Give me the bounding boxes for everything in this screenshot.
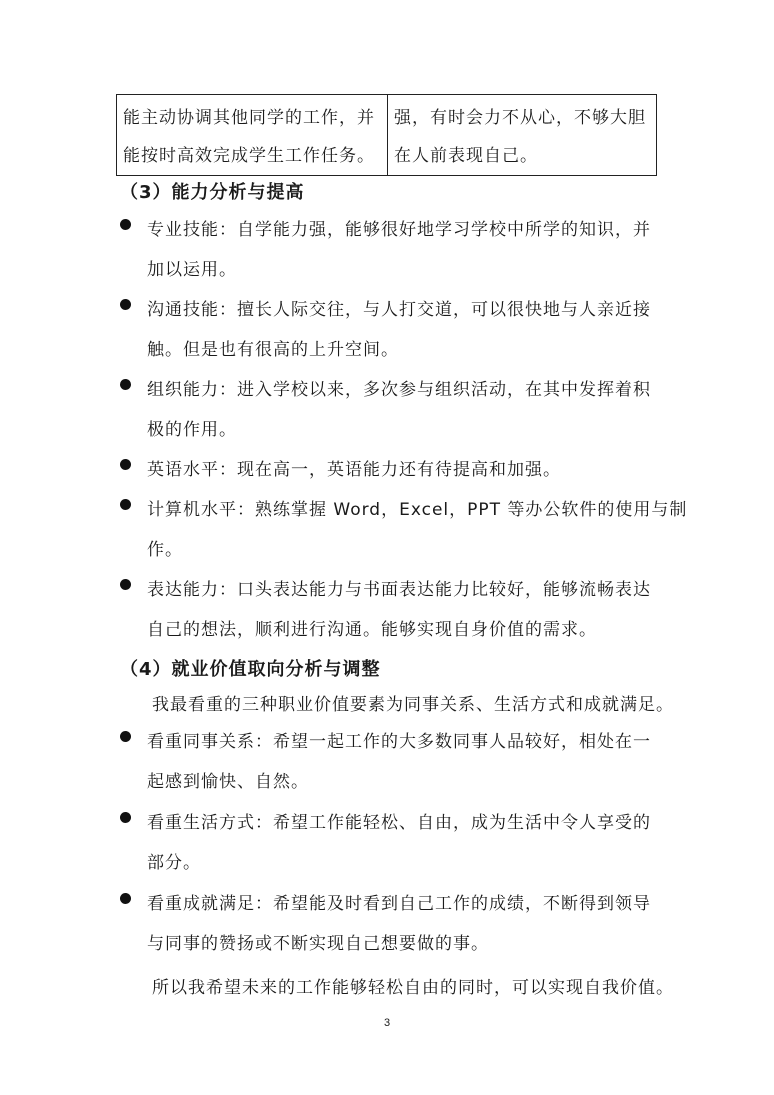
intro-paragraph: 我最看重的三种职业价值要素为同事关系、生活方式和成就满足。 [152,695,674,715]
list-item-text: 表达能力：口头表达能力与书面表达能力比较好，能够流畅表达 [147,580,651,600]
table-cell-strengths [117,95,388,176]
list-item-text: 起感到愉快、自然。 [147,772,309,792]
list-item-text: 看重生活方式：希望工作能轻松、自由，成为生活中令人享受的 [147,813,651,833]
table-cell-weaknesses [388,95,657,176]
continued-table [116,94,657,176]
list-item-text: 看重成就满足：希望能及时看到自己工作的成绩，不断得到领导 [147,894,651,914]
bullet-icon [120,299,131,310]
list-item-text: 计算机水平：熟练掌握 Word，Excel，PPT 等办公软件的使用与制 [147,500,688,520]
bullet-icon [120,499,131,510]
section-heading-ability: （3）能力分析与提高 [120,182,305,203]
bullet-icon [120,579,131,590]
list-item-text: 看重同事关系：希望一起工作的大多数同事人品较好，相处在一 [147,732,651,752]
bullet-icon [120,893,131,904]
bullet-icon [120,219,131,230]
bullet-icon [120,731,131,742]
list-item-text: 触。但是也有很高的上升空间。 [147,340,399,360]
bullet-icon [120,459,131,470]
list-item-text: 作。 [147,540,183,560]
table-cell-line: 在人前表现自己。 [394,146,538,166]
list-item-text: 部分。 [147,853,201,873]
conclusion-paragraph: 所以我希望未来的工作能够轻松自由的同时，可以实现自我价值。 [152,978,674,998]
list-item-text: 加以运用。 [147,260,237,280]
list-item-text: 极的作用。 [147,420,237,440]
bullet-icon [120,379,131,390]
section-heading-values: （4）就业价值取向分析与调整 [120,659,381,680]
list-item-text: 英语水平：现在高一，英语能力还有待提高和加强。 [147,460,561,480]
table-cell-line: 强，有时会力不从心，不够大胆 [394,108,646,128]
bullet-icon [120,812,131,823]
list-item-text: 专业技能：自学能力强，能够很好地学习学校中所学的知识，并 [147,220,651,240]
list-item-text: 组织能力：进入学校以来，多次参与组织活动，在其中发挥着积 [147,380,651,400]
page-number: 3 [383,1017,391,1029]
list-item-text: 沟通技能：擅长人际交往，与人打交道，可以很快地与人亲近接 [147,300,651,320]
table-cell-line: 能主动协调其他同学的工作，并 [123,108,375,128]
list-item-text: 与同事的赞扬或不断实现自己想要做的事。 [147,934,489,954]
table-cell-line: 能按时高效完成学生工作任务。 [123,146,375,166]
list-item-text: 自己的想法，顺利进行沟通。能够实现自身价值的需求。 [147,620,597,640]
